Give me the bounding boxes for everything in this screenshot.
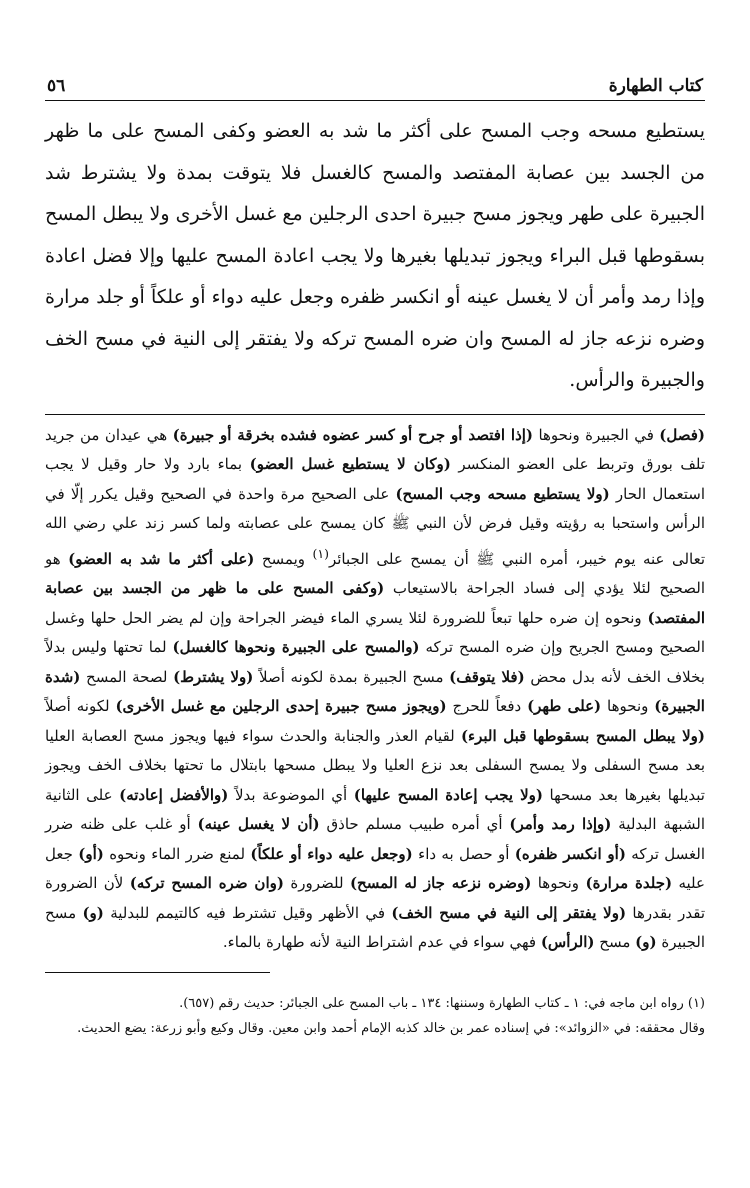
commentary-text: هي عيدان من جريد تلف بورق وتربط على العضو المنكسر	[45, 425, 706, 473]
commentary-quote: (و)	[82, 903, 104, 922]
commentary-quote: (إذا افتصد أو جرح أو كسر عضوه فشده بخرقة أو جبيرة)	[172, 425, 534, 444]
commentary-quote: (ولا يشترط)	[173, 667, 254, 686]
commentary-text: فهي سواء في عدم اشتراط النية لأنه طهارة بالماء.	[222, 933, 541, 951]
commentary-quote: (وكان لا يستطيع غسل العضو)	[249, 455, 451, 473]
main-text	[45, 111, 705, 402]
commentary-text: ويمسح	[254, 549, 313, 568]
commentary-text: في الجبيرة ونحوها	[533, 425, 660, 444]
commentary-quote: (وإذا رمد وأمر)	[509, 815, 612, 833]
commentary-quote: (فصل)	[659, 425, 705, 444]
commentary-text: أو حصل به داء	[412, 844, 515, 863]
commentary-quote: (الرأس)	[540, 933, 595, 951]
footnote-reference[interactable]: (١)	[312, 545, 329, 561]
commentary-text: على الصحيح مرة واحدة في الصحيح وقيل يكرر إلّا في الرأس واستحبا به رؤيته وقيل فرض لأن النبي ﷺ كان يمسح على عصابته ولما كسر زند علي رضي الله تعالى عنه يوم خيبر، أمره النبي ﷺ أن يمسح على الجبائر	[45, 484, 705, 568]
commentary-quote: (والأفضل إعادته)	[119, 785, 229, 804]
commentary-quote: (ولا يستطيع مسحه وجب المسح)	[395, 484, 610, 503]
commentary-quote: (أو)	[78, 844, 104, 863]
commentary-text: جعل عليه	[45, 844, 705, 892]
section-divider	[45, 414, 705, 415]
commentary-text: أي الموضوعة بدلاً	[228, 785, 354, 804]
commentary-quote: (ولا يفتقر إلى النية في مسح الخف)	[391, 903, 627, 922]
commentary-text: أي أمره طبيب مسلم حاذق	[319, 815, 510, 833]
footnote-1-citation: (١) رواه ابن ماجه في: ١ ـ كتاب الطهارة وسننها: ١٣٤ ـ باب المسح على الجبائر: حديث رقم (٦٥٧).	[179, 995, 705, 1011]
commentary-text: في الأظهر وقيل تشترط فيه كالتيمم للبدلية	[103, 903, 392, 922]
commentary-text: دفعاً للحرج	[446, 697, 528, 715]
book-title: كتاب الطهارة	[608, 76, 703, 96]
commentary-quote: (و)	[635, 933, 657, 951]
commentary-text: ونحوه إن ضره حلها تبعاً للضرورة لئلا يسري الماء فيضر الجراحة وإن لم يضر الحل حلها وغسل الصحيح ومسح الجريح وإن ضره المسح تركه	[45, 608, 705, 656]
footnotes	[45, 991, 705, 1041]
commentary-text: ونحوها	[601, 697, 655, 715]
main-text-paragraph: يستطيع مسحه وجب المسح على أكثر ما شد به العضو وكفى المسح على ما ظهر من الجسد بين عصابة المفتصد والمسح كالغسل فلا يتوقت بمدة ولا يشترط شد الجبيرة على طهر ويجوز مسح جبيرة احدى الرجلين مع غسل الأخرى ولا يبطل المسح بسقوطها قبل البراء ويجوز تبديلها بغيرها ولا يجب اعادة المسح عليها وإلا فضل اعادة وإذا رمد وأمر أن لا يغسل عينه أو انكسر ظفره وجعل عليه دواء أو علكاً أو جلد مرارة وضره نزعه جاز له المسح وان ضره المسح تركه ولا يفتقر إلى النية في مسح الخف والجبيرة والرأس.	[45, 120, 705, 391]
commentary-text: مسح الجبيرة	[45, 903, 705, 951]
commentary-quote: (جلدة مرارة)	[585, 874, 673, 892]
commentary-quote: (على أكثر ما شد به العضو)	[68, 549, 255, 568]
footnote-1	[45, 991, 705, 1041]
commentary-quote: (وجعل عليه دواء أو علكاً)	[250, 844, 413, 863]
commentary-quote: (فلا يتوقف)	[449, 667, 525, 686]
commentary-text: بماء بارد ولا حار وقيل لا يجب استعمال الحار	[45, 455, 705, 503]
running-header	[45, 70, 705, 101]
footnote-divider	[45, 972, 270, 973]
commentary-quote: (ويجوز مسح جبيرة إحدى الرجلين مع غسل الأخرى)	[115, 697, 447, 715]
commentary-quote: (أن لا يغسل عينه)	[197, 815, 320, 833]
commentary-text: لمنع ضرر الماء ونحوه	[103, 844, 251, 863]
commentary-quote: (والمسح على الجبيرة ونحوها كالغسل)	[172, 638, 420, 656]
commentary-text: مسح الجبيرة بمدة لكونه أصلاً	[253, 667, 450, 686]
page-number: ٥٦	[47, 76, 66, 96]
commentary-quote: (ولا يجب إعادة المسح عليها)	[353, 785, 543, 804]
footnote-1-note: وقال محققه: في «الزوائد»: في إسناده عمر بن خالد كذبه الإمام أحمد وابن معين. وقال وكيع وأبو زرعة: يضع الحديث.	[77, 1020, 705, 1036]
commentary-quote: (أو انكسر ظفره)	[514, 844, 626, 863]
commentary-quote: (ولا يبطل المسح بسقوطها قبل البرء)	[460, 726, 705, 745]
commentary-quote: (على طهر)	[527, 697, 602, 715]
commentary-quote: (وضره نزعه جاز له المسح)	[349, 874, 532, 892]
commentary-text: لأن الضرورة تقدر بقدرها	[45, 874, 705, 922]
commentary-text: على الثانية الشبهة البدلية	[45, 785, 706, 833]
commentary-text: لقيام العذر والجنابة والحدث سواء فيها ويجوز مسح العصابة العليا بعد مسح السفلى ولا يمسح السفلى بعد نزع العليا ولا يبطل مسحها بابتلال ما تحتها بخلاف الخف ويجوز تبديلها بغيرها بعد مسحها	[45, 726, 705, 804]
commentary-paragraph	[45, 421, 705, 958]
commentary-quote: (شدة الجبيرة)	[45, 667, 705, 715]
commentary-text: للضرورة	[283, 874, 350, 892]
commentary-text: لما تحتها وليس بدلاً بخلاف الخف لأنه بدل محض	[45, 638, 705, 686]
commentary-quote: (وكفى المسح على ما ظهر من الجسد بين عصابة المفتصد)	[45, 579, 705, 627]
commentary-text: هو الصحيح لئلا يؤدي إلى فساد الجراحة بالاستيعاب	[45, 549, 705, 597]
commentary-text: ونحوها	[531, 874, 586, 892]
commentary	[45, 421, 705, 958]
commentary-quote: (وان ضره المسح تركه)	[129, 874, 284, 892]
commentary-text: أو غلب على ظنه ضرر الغسل تركه	[45, 815, 706, 863]
commentary-text: لصحة المسح	[80, 667, 174, 686]
book-page	[45, 70, 705, 1170]
commentary-text: لكونه أصلاً	[45, 697, 116, 715]
commentary-text: مسح	[594, 933, 636, 951]
